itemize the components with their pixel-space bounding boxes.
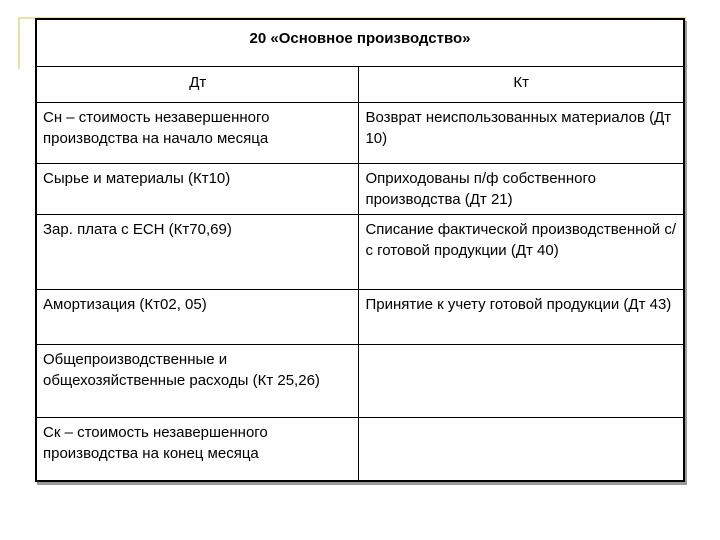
credit-cell: Возврат неиспользованных материалов (Дт 10) — [359, 103, 684, 164]
debit-cell: Сн – стоимость незавершенного производства на начало месяца — [36, 103, 359, 164]
credit-cell: Оприходованы п/ф собственного производства (Дт 21) — [359, 164, 684, 215]
debit-cell: Зар. плата с ЕСН (Кт70,69) — [36, 215, 359, 290]
credit-header: Кт — [359, 67, 684, 103]
decorative-frame-left — [18, 17, 20, 69]
debit-cell: Общепроизводственные и общехозяйственные расходы (Кт 25,26) — [36, 345, 359, 418]
debit-cell: Амортизация (Кт02, 05) — [36, 290, 359, 345]
table-row — [36, 290, 684, 345]
debit-header: Дт — [36, 67, 359, 103]
header-row — [36, 67, 684, 103]
credit-cell: Принятие к учету готовой продукции (Дт 43) — [359, 290, 684, 345]
credit-cell — [359, 418, 684, 482]
credit-cell: Списание фактической производственной с/с готовой продукции (Дт 40) — [359, 215, 684, 290]
table-row — [36, 418, 684, 482]
debit-cell: Ск – стоимость незавершенного производства на конец месяца — [36, 418, 359, 482]
table-row — [36, 103, 684, 164]
debit-cell: Сырье и материалы (Кт10) — [36, 164, 359, 215]
table-row — [36, 215, 684, 290]
table-row — [36, 164, 684, 215]
table-title: 20 «Основное производство» — [36, 19, 684, 67]
title-row — [36, 19, 684, 67]
t-account-table — [35, 18, 685, 482]
table-row — [36, 345, 684, 418]
credit-cell — [359, 345, 684, 418]
